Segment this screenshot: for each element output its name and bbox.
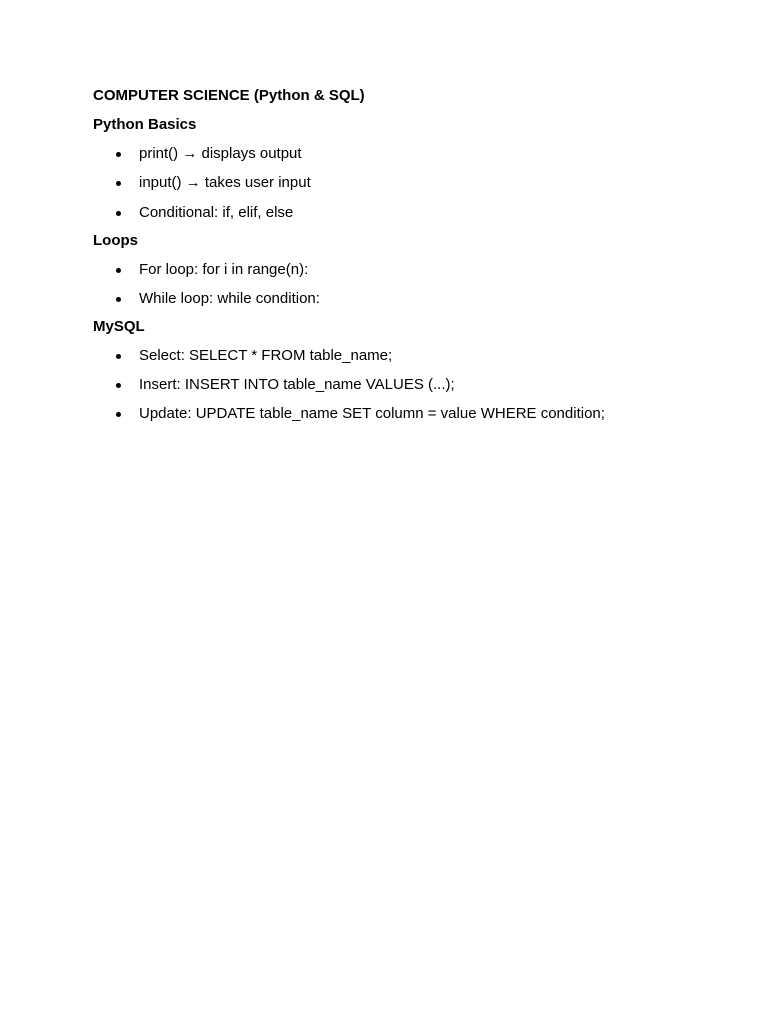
bullet-icon	[116, 211, 121, 216]
list-item-text: print() → displays output	[139, 145, 302, 162]
loops-list	[93, 260, 733, 309]
section-heading-mysql: MySQL	[93, 317, 145, 335]
list-item	[93, 289, 733, 309]
document-title: COMPUTER SCIENCE (Python & SQL)	[93, 87, 365, 104]
list-item-text: Conditional: if, elif, else	[139, 203, 294, 221]
list-item	[93, 404, 733, 424]
list-item	[93, 173, 733, 193]
list-item-text: Insert: INSERT INTO table_name VALUES (...);	[139, 376, 455, 394]
list-item-text: Update: UPDATE table_name SET column = value WHERE condition;	[139, 405, 605, 423]
bullet-icon	[116, 181, 121, 186]
bullet-icon	[116, 297, 121, 302]
bullet-icon	[116, 383, 121, 388]
list-item	[93, 375, 733, 395]
list-item	[93, 346, 733, 366]
bullet-icon	[116, 412, 121, 417]
document-content	[93, 86, 733, 432]
list-item	[93, 144, 733, 164]
list-item	[93, 203, 733, 223]
list-item-text: Select: SELECT * FROM table_name;	[139, 346, 393, 364]
list-item-text: For loop: for i in range(n):	[139, 260, 309, 278]
section-heading-loops: Loops	[93, 231, 138, 249]
bullet-icon	[116, 354, 121, 359]
bullet-icon	[116, 268, 121, 273]
list-item-text: input() → takes user input	[139, 174, 311, 192]
python-basics-list	[93, 144, 733, 223]
bullet-icon	[116, 152, 121, 157]
section-heading-python-basics: Python Basics	[93, 116, 197, 133]
list-item	[93, 260, 733, 280]
mysql-list	[93, 346, 733, 425]
list-item-text: While loop: while condition:	[139, 289, 320, 307]
